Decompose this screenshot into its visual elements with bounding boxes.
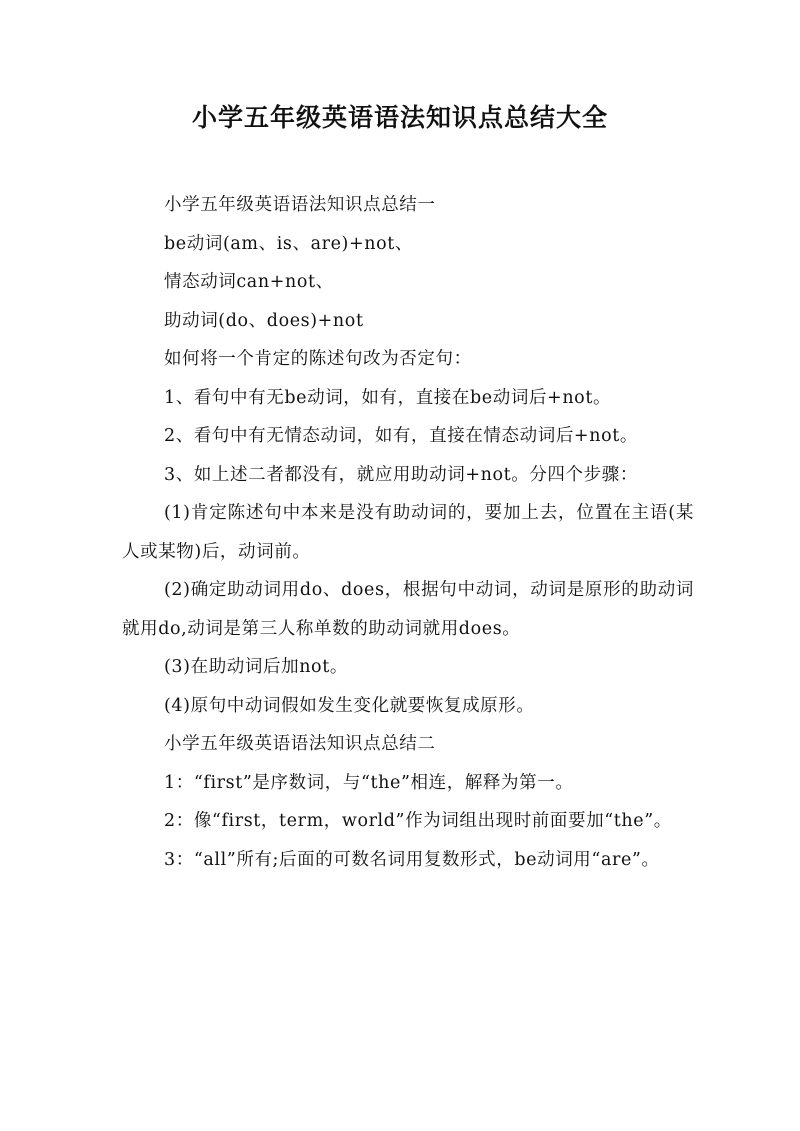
paragraph: (2)确定助动词用do、does，根据句中动词，动词是原形的助动词就用do,动词是第三人称单数的助动词就用does。 — [122, 580, 694, 639]
section-heading-one: 小学五年级英语语法知识点总结一 — [164, 195, 436, 215]
list-item: 情态动词can+not、 — [164, 272, 334, 292]
document-title: 小学五年级英语语法知识点总结大全 — [191, 103, 608, 132]
paragraph: (4)原句中动词假如发生变化就要恢复成原形。 — [164, 695, 535, 716]
paragraph: 1：“first”是序数词，与“the”相连，解释为第一。 — [164, 772, 574, 793]
paragraph: 2：像“first，term，world”作为词组出现时前面要加“the”。 — [164, 811, 672, 831]
paragraph: (1)肯定陈述句中本来是没有助动词的，要加上去，位置在主语(某人或某物)后，动词前。 — [122, 503, 694, 562]
paragraph: (3)在助动词后加not。 — [164, 657, 348, 677]
paragraph: 1、看句中有无be动词，如有，直接在be动词后+not。 — [164, 387, 612, 408]
list-item: 助动词(do、does)+not — [164, 310, 364, 331]
paragraph: 2、看句中有无情态动词，如有，直接在情态动词后+not。 — [164, 426, 638, 446]
section-heading-two: 小学五年级英语语法知识点总结二 — [164, 734, 436, 754]
list-item: be动词(am、is、are)+not、 — [164, 233, 413, 254]
paragraph: 3、如上述二者都没有，就应用助动词+not。分四个步骤： — [164, 464, 638, 485]
document-body — [122, 186, 694, 879]
paragraph: 如何将一个肯定的陈述句改为否定句： — [164, 349, 472, 369]
paragraph: 3：“all”所有;后面的可数名词用复数形式，be动词用“are”。 — [164, 849, 660, 870]
